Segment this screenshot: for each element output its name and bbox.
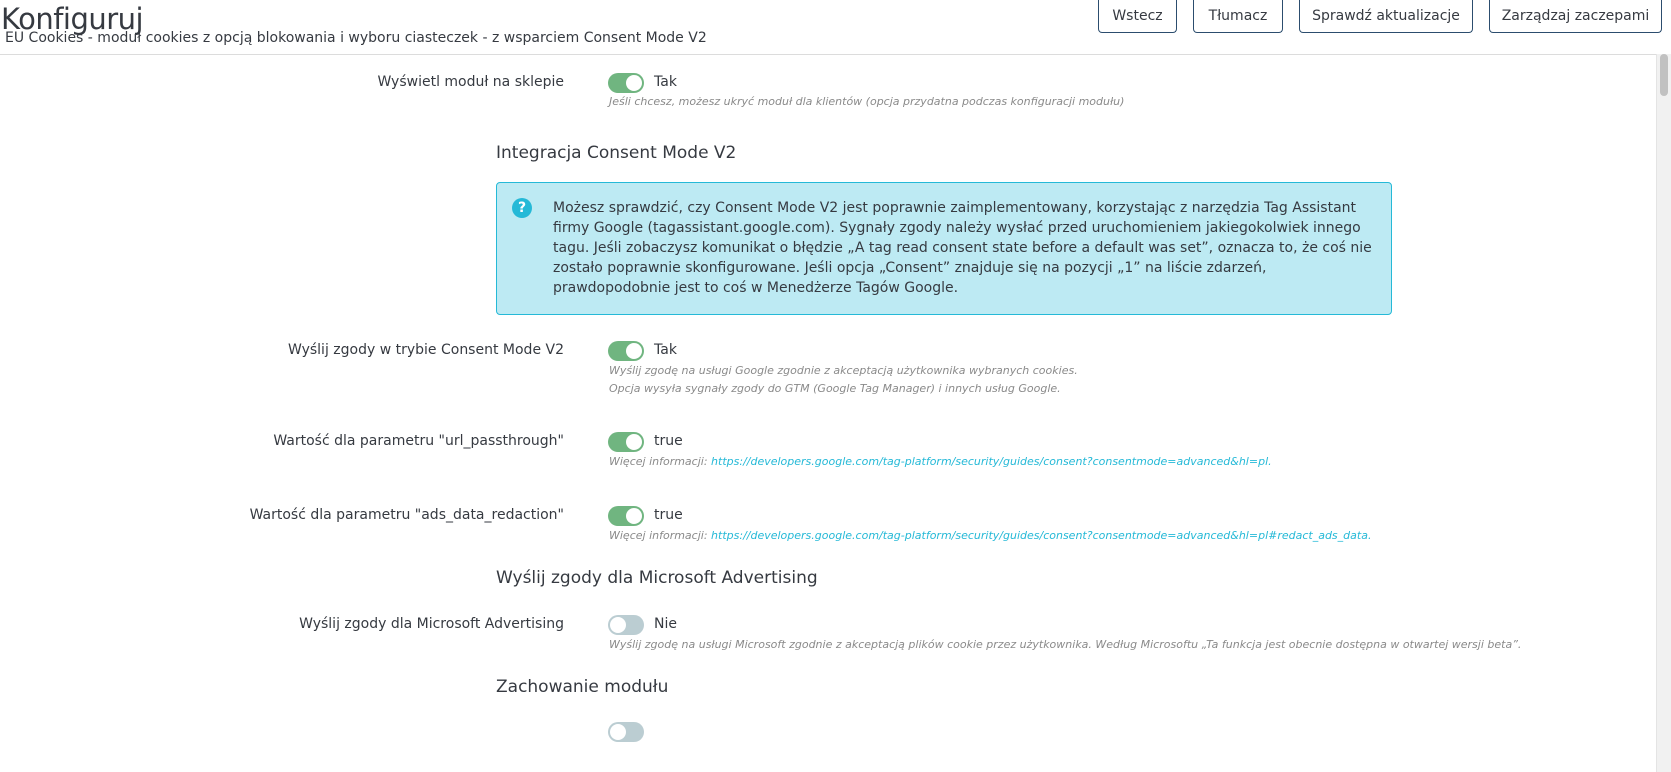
show-module-help: Jeśli chcesz, możesz ukryć moduł dla klientów (opcja przydatna podczas konfiguracji modułu) [609, 95, 1125, 108]
microsoft-switch[interactable] [608, 615, 644, 635]
check-updates-button[interactable]: Sprawdź aktualizacje [1299, 0, 1473, 33]
show-module-value: Tak [654, 74, 677, 90]
ads-data-redaction-value: true [654, 507, 683, 523]
send-consent-switch[interactable] [608, 341, 644, 361]
info-alert [496, 182, 1392, 315]
help-prefix: Więcej informacji: [609, 455, 708, 468]
page-title: Konfiguruj [1, 2, 144, 36]
info-text: Możesz sprawdzić, czy Consent Mode V2 jest poprawnie zaimplementowany, korzystając z narzędzia Tag Assistant firmy Google (tagassistant.google.com). Sygnały zgody należy wysłać przed uruchomieniem jakiegokolwiek innego tagu. Jeśli zobaczysz komunikat o błędzie „A tag read consent state before a default was set”, oznacza to, że coś nie zostało poprawnie skonfigurowane. Jeśli opcja „Consent” znajduje się na pozycji „1” na liście zdarzeń, prawdopodobnie jest to coś w Menedżerze Tagów Google. [553, 200, 1372, 296]
send-consent-help-2: Opcja wysyła sygnały zgody do GTM (Google Tag Manager) i innych usług Google. [609, 382, 1061, 395]
manage-hooks-button[interactable]: Zarządzaj zaczepami [1489, 0, 1662, 33]
switch-knob [626, 508, 642, 524]
behavior-section-title: Zachowanie modułu [496, 677, 669, 697]
url-passthrough-link[interactable]: https://developers.google.com/tag-platform/security/guides/consent?consentmode=advanced&hl=pl. [711, 455, 1272, 468]
scroll-thumb[interactable] [1660, 54, 1668, 96]
back-button[interactable]: Wstecz [1098, 0, 1177, 33]
ads-data-redaction-help [609, 527, 1371, 545]
url-passthrough-help [609, 453, 1272, 471]
help-prefix: Więcej informacji: [609, 529, 708, 542]
show-module-switch[interactable] [608, 73, 644, 93]
switch-knob [626, 434, 642, 450]
scrollbar[interactable] [1656, 54, 1671, 772]
send-consent-help-1: Wyślij zgodę na usługi Google zgodnie z akceptacją użytkownika wybranych cookies. [609, 364, 1078, 377]
url-passthrough-switch[interactable] [608, 432, 644, 452]
send-consent-value: Tak [654, 342, 677, 358]
ads-data-redaction-switch[interactable] [608, 506, 644, 526]
switch-knob [610, 724, 626, 740]
microsoft-value: Nie [654, 616, 677, 632]
settings-form [0, 55, 1655, 772]
microsoft-label: Wyślij zgody dla Microsoft Advertising [299, 616, 564, 632]
switch-knob [610, 617, 626, 633]
microsoft-section-title: Wyślij zgody dla Microsoft Advertising [496, 568, 818, 588]
show-module-label: Wyświetl moduł na sklepie [377, 74, 564, 90]
url-passthrough-label: Wartość dla parametru "url_passthrough" [273, 433, 564, 449]
ads-data-redaction-label: Wartość dla parametru "ads_data_redaction" [249, 507, 564, 523]
switch-knob [626, 75, 642, 91]
consent-section-title: Integracja Consent Mode V2 [496, 143, 737, 163]
switch-knob [626, 343, 642, 359]
send-consent-label: Wyślij zgody w trybie Consent Mode V2 [287, 342, 564, 358]
page-subtitle: EU Cookies - moduł cookies z opcją blokowania i wyboru ciasteczek - z wsparciem Consent Mode V2 [5, 30, 707, 46]
translate-button[interactable]: Tłumacz [1193, 0, 1283, 33]
page-header [0, 0, 1671, 55]
behavior-switch[interactable] [608, 722, 644, 742]
ads-data-redaction-link[interactable]: https://developers.google.com/tag-platform/security/guides/consent?consentmode=advanced&hl=pl#redact_ads_data. [711, 529, 1372, 542]
url-passthrough-value: true [654, 433, 683, 449]
microsoft-help: Wyślij zgodę na usługi Microsoft zgodnie z akceptacją plików cookie przez użytkownika. Według Microsoftu „Ta funkcja jest obecnie dostępna w otwartej wersji beta”. [609, 638, 1522, 651]
question-icon: ? [512, 198, 532, 218]
